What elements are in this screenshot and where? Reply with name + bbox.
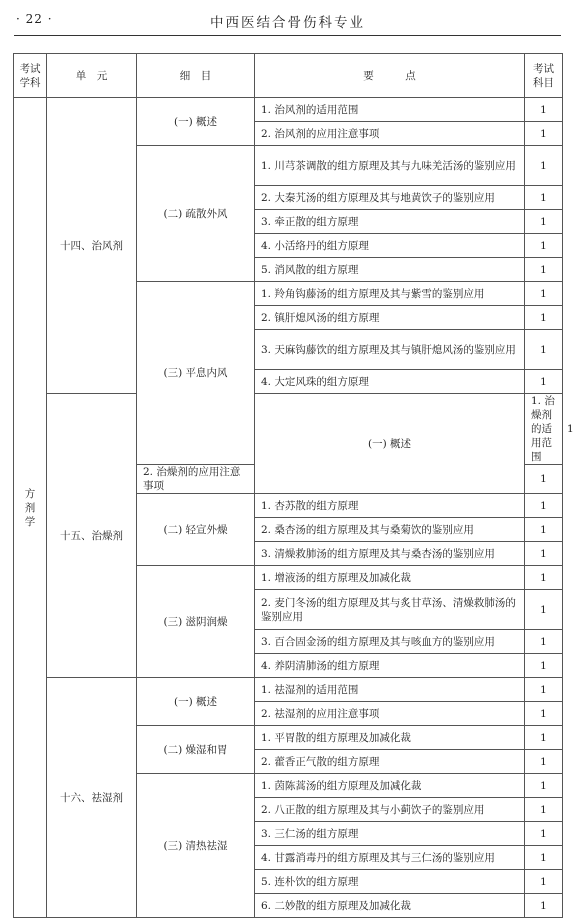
unit-cell: 十五、治燥剂 — [47, 394, 137, 678]
point-cell: 5. 消风散的组方原理 — [255, 258, 525, 282]
level-cell: 1 — [525, 518, 563, 542]
detail-cell: (一) 概述 — [137, 98, 255, 146]
level-cell: 1 — [525, 122, 563, 146]
unit-cell: 十四、治风剂 — [47, 98, 137, 394]
detail-cell: (三) 平息内风 — [137, 282, 255, 465]
point-cell: 4. 养阴清肺汤的组方原理 — [255, 654, 525, 678]
detail-cell: (二) 轻宣外燥 — [137, 494, 255, 566]
table-row: 十五、治燥剂 (一) 概述 1. 治燥剂的适用范围 1 — [14, 394, 563, 465]
level-cell: 1 — [525, 330, 563, 370]
point-cell: 3. 清燥救肺汤的组方原理及其与桑杏汤的鉴别应用 — [255, 542, 525, 566]
point-cell: 2. 藿香正气散的组方原理 — [255, 750, 525, 774]
level-cell: 1 — [525, 306, 563, 330]
detail-cell: (三) 滋阴润燥 — [137, 566, 255, 678]
level-cell: 1 — [525, 146, 563, 186]
header-level: 考试 科目 — [525, 54, 563, 98]
point-cell: 3. 百合固金汤的组方原理及其与咳血方的鉴别应用 — [255, 630, 525, 654]
point-cell: 1. 羚角钩藤汤的组方原理及其与紫雪的鉴别应用 — [255, 282, 525, 306]
level-cell: 1 — [525, 870, 563, 894]
page-number: · 22 · — [16, 12, 53, 26]
table-row — [14, 98, 563, 122]
point-cell: 1. 川芎茶调散的组方原理及其与九味羌活汤的鉴别应用 — [255, 146, 525, 186]
level-cell: 1 — [525, 98, 563, 122]
level-cell: 1 — [525, 846, 563, 870]
level-cell: 1 — [525, 894, 563, 918]
level-cell: 1 — [525, 566, 563, 590]
level-cell: 1 — [525, 370, 563, 394]
header-points: 要 点 — [255, 54, 525, 98]
detail-cell: (一) 概述 — [137, 678, 255, 726]
point-cell: 3. 天麻钩藤饮的组方原理及其与镇肝熄风汤的鉴别应用 — [255, 330, 525, 370]
table-header-row — [14, 54, 563, 98]
level-cell: 1 — [525, 726, 563, 750]
level-cell: 1 — [525, 678, 563, 702]
header-unit: 单 元 — [47, 54, 137, 98]
subject-cell: 方 剂 学 — [14, 98, 47, 918]
header-subject: 考试 学科 — [14, 54, 47, 98]
level-cell: 1 — [525, 210, 563, 234]
level-cell: 1 — [525, 798, 563, 822]
point-cell: 1. 治燥剂的适用范围 — [525, 394, 563, 465]
level-cell: 1 — [525, 702, 563, 726]
level-cell: 1 — [525, 542, 563, 566]
level-cell: 1 — [525, 186, 563, 210]
level-cell: 1 — [525, 654, 563, 678]
detail-cell: (一) 概述 — [255, 394, 525, 494]
point-cell: 6. 二妙散的组方原理及加减化裁 — [255, 894, 525, 918]
level-cell: 1 — [525, 750, 563, 774]
point-cell: 2. 祛湿剂的应用注意事项 — [255, 702, 525, 726]
point-cell: 1. 杏苏散的组方原理 — [255, 494, 525, 518]
point-cell: 2. 治风剂的应用注意事项 — [255, 122, 525, 146]
point-cell: 2. 八正散的组方原理及其与小蓟饮子的鉴别应用 — [255, 798, 525, 822]
level-cell: 1 — [525, 465, 563, 494]
point-cell: 5. 连朴饮的组方原理 — [255, 870, 525, 894]
unit-cell: 十六、祛湿剂 — [47, 678, 137, 918]
header-rule — [14, 35, 561, 36]
point-cell: 1. 治风剂的适用范围 — [255, 98, 525, 122]
point-cell: 4. 甘露消毒丹的组方原理及其与三仁汤的鉴别应用 — [255, 846, 525, 870]
point-cell: 2. 大秦艽汤的组方原理及其与地黄饮子的鉴别应用 — [255, 186, 525, 210]
point-cell: 4. 小活络丹的组方原理 — [255, 234, 525, 258]
detail-cell: (三) 清热祛湿 — [137, 774, 255, 918]
detail-cell: (二) 疏散外风 — [137, 146, 255, 282]
point-cell: 2. 治燥剂的应用注意事项 — [137, 465, 255, 494]
point-cell: 1. 茵陈蒿汤的组方原理及加减化裁 — [255, 774, 525, 798]
level-cell: 1 — [525, 494, 563, 518]
point-cell: 3. 三仁汤的组方原理 — [255, 822, 525, 846]
level-cell: 1 — [525, 630, 563, 654]
page-header — [14, 8, 561, 32]
level-cell: 1 — [525, 282, 563, 306]
level-cell: 1 — [525, 774, 563, 798]
point-cell: 2. 镇肝熄风汤的组方原理 — [255, 306, 525, 330]
level-cell: 1 — [525, 822, 563, 846]
level-cell: 1 — [525, 590, 563, 630]
point-cell: 4. 大定风珠的组方原理 — [255, 370, 525, 394]
detail-cell: (二) 燥湿和胃 — [137, 726, 255, 774]
syllabus-table — [13, 53, 574, 918]
header-detail: 细 目 — [137, 54, 255, 98]
point-cell: 2. 桑杏汤的组方原理及其与桑菊饮的鉴别应用 — [255, 518, 525, 542]
point-cell: 1. 增液汤的组方原理及加减化裁 — [255, 566, 525, 590]
point-cell: 2. 麦门冬汤的组方原理及其与炙甘草汤、清燥救肺汤的鉴别应用 — [255, 590, 525, 630]
table-row — [14, 678, 563, 702]
level-cell: 1 — [525, 234, 563, 258]
point-cell: 3. 牵正散的组方原理 — [255, 210, 525, 234]
level-cell: 1 — [525, 258, 563, 282]
point-cell: 1. 平胃散的组方原理及加减化裁 — [255, 726, 525, 750]
book-title: 中西医结合骨伤科专业 — [210, 15, 365, 31]
point-cell: 1. 祛湿剂的适用范围 — [255, 678, 525, 702]
